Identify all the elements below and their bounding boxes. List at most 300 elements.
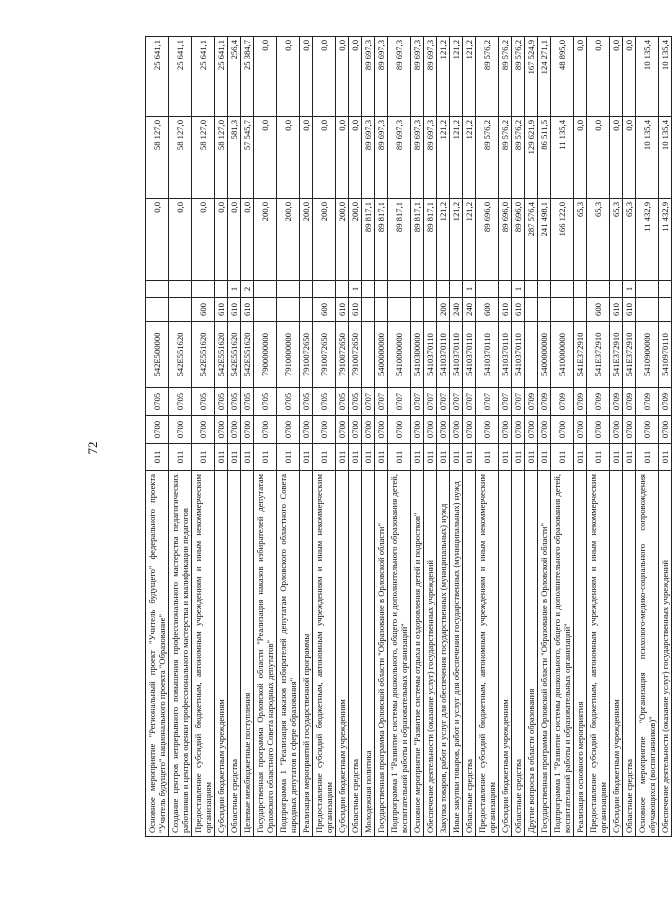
amount-year-3-cell: 48 895,0: [551, 37, 574, 117]
item-name-cell: Государственная программа Орловской области "Реализация наказов избирателей депутатам Орловского областного Совета народных депутатов": [254, 471, 277, 837]
section-code-cell: 0700: [610, 416, 623, 444]
item-name-cell: Предоставление субсидий бюджетным, автономным учреждениям и иным некоммерческим организациям: [313, 471, 336, 837]
amount-year-2-cell: 121,2: [463, 117, 476, 199]
amount-year-2-cell: 0,0: [623, 117, 636, 199]
ministry-code-cell: 011: [300, 444, 313, 471]
table-row: [215, 37, 228, 837]
section-code-cell: 0700: [313, 416, 336, 444]
section-code-cell: 0700: [411, 416, 424, 444]
amount-year-2-cell: 89 576,2: [476, 117, 499, 199]
amount-year-3-cell: 0,0: [610, 37, 623, 117]
section-code-cell: 0700: [551, 416, 574, 444]
ministry-code-cell: 011: [623, 444, 636, 471]
item-name-cell: Молодежная политика: [362, 471, 375, 837]
table-row: [313, 37, 336, 837]
ministry-code-cell: 011: [277, 444, 300, 471]
amount-year-2-cell: 0,0: [254, 117, 277, 199]
subsection-code-cell: 0705: [313, 388, 336, 416]
target-article-code-cell: 5410000000: [551, 322, 574, 388]
ministry-code-cell: 011: [169, 444, 192, 471]
table-row: [551, 37, 574, 837]
amount-year-2-cell: 89 576,2: [499, 117, 512, 199]
amount-year-3-cell: 25 641,1: [146, 37, 169, 117]
expense-type-code-cell: 610: [336, 298, 349, 322]
expense-type-code-cell: [551, 298, 574, 322]
ministry-code-cell: 011: [313, 444, 336, 471]
funding-source-code-cell: 1: [228, 281, 241, 298]
amount-year-3-cell: 121,2: [437, 37, 450, 117]
amount-year-1-cell: 89 817,1: [411, 199, 424, 281]
amount-year-2-cell: 89 697,3: [424, 117, 437, 199]
amount-year-2-cell: 0,0: [277, 117, 300, 199]
amount-year-1-cell: 166 122,0: [551, 199, 574, 281]
table-row: [241, 37, 254, 837]
amount-year-3-cell: 89 576,2: [476, 37, 499, 117]
target-article-code-cell: 7910000000: [277, 322, 300, 388]
expense-type-code-cell: 610: [512, 298, 525, 322]
amount-year-3-cell: 89 576,2: [499, 37, 512, 117]
ministry-code-cell: 011: [362, 444, 375, 471]
subsection-code-cell: 0709: [574, 388, 587, 416]
amount-year-3-cell: 89 697,3: [424, 37, 437, 117]
amount-year-1-cell: 0,0: [169, 199, 192, 281]
funding-source-code-cell: [192, 281, 215, 298]
table-row: [388, 37, 411, 837]
amount-year-2-cell: 121,2: [450, 117, 463, 199]
amount-year-2-cell: 129 621,9: [525, 117, 538, 199]
amount-year-3-cell: 10 135,4: [659, 37, 672, 117]
amount-year-2-cell: 58 127,0: [192, 117, 215, 199]
expense-type-code-cell: [659, 298, 672, 322]
amount-year-1-cell: 200,0: [349, 199, 362, 281]
table-row: [228, 37, 241, 837]
item-name-cell: Субсидии бюджетным учреждениям: [610, 471, 623, 837]
ministry-code-cell: 011: [636, 444, 659, 471]
funding-source-code-cell: 1: [512, 281, 525, 298]
item-name-cell: Предоставление субсидий бюджетным, автономным учреждениям и иным некоммерческим организациям: [192, 471, 215, 837]
section-code-cell: 0700: [476, 416, 499, 444]
funding-source-code-cell: [375, 281, 388, 298]
section-code-cell: 0700: [336, 416, 349, 444]
ministry-code-cell: 011: [610, 444, 623, 471]
section-code-cell: 0700: [192, 416, 215, 444]
funding-source-code-cell: [146, 281, 169, 298]
item-name-cell: Предоставление субсидий бюджетным, автономным учреждениям и иным некоммерческим организациям: [587, 471, 610, 837]
item-name-cell: Областные средства: [623, 471, 636, 837]
amount-year-2-cell: 89 697,3: [388, 117, 411, 199]
amount-year-3-cell: 256,4: [228, 37, 241, 117]
target-article-code-cell: [362, 322, 375, 388]
item-name-cell: Субсидии бюджетным учреждениям: [215, 471, 228, 837]
subsection-code-cell: 0709: [610, 388, 623, 416]
amount-year-1-cell: 200,0: [277, 199, 300, 281]
target-article-code-cell: 542E551620: [241, 322, 254, 388]
funding-source-code-cell: [610, 281, 623, 298]
expense-type-code-cell: 610: [228, 298, 241, 322]
amount-year-2-cell: 10 135,4: [636, 117, 659, 199]
ministry-code-cell: 011: [192, 444, 215, 471]
amount-year-3-cell: 0,0: [574, 37, 587, 117]
amount-year-3-cell: 0,0: [349, 37, 362, 117]
amount-year-3-cell: 167 524,9: [525, 37, 538, 117]
expense-type-code-cell: 600: [192, 298, 215, 322]
target-article-code-cell: 542E551620: [228, 322, 241, 388]
table-row: [375, 37, 388, 837]
table-row: [169, 37, 192, 837]
item-name-cell: Областные средства: [512, 471, 525, 837]
funding-source-code-cell: [388, 281, 411, 298]
subsection-code-cell: 0707: [499, 388, 512, 416]
ministry-code-cell: 011: [587, 444, 610, 471]
funding-source-code-cell: [636, 281, 659, 298]
target-article-code-cell: [525, 322, 538, 388]
expense-type-code-cell: 600: [587, 298, 610, 322]
subsection-code-cell: 0709: [538, 388, 551, 416]
funding-source-code-cell: 2: [241, 281, 254, 298]
funding-source-code-cell: [313, 281, 336, 298]
amount-year-1-cell: 65,3: [587, 199, 610, 281]
ministry-code-cell: 011: [463, 444, 476, 471]
subsection-code-cell: 0707: [388, 388, 411, 416]
amount-year-3-cell: 89 697,3: [375, 37, 388, 117]
amount-year-2-cell: 0,0: [610, 117, 623, 199]
table-row: [512, 37, 525, 837]
amount-year-3-cell: 89 697,3: [388, 37, 411, 117]
ministry-code-cell: 011: [499, 444, 512, 471]
subsection-code-cell: 0705: [300, 388, 313, 416]
ministry-code-cell: 011: [574, 444, 587, 471]
amount-year-2-cell: 89 697,3: [411, 117, 424, 199]
amount-year-2-cell: 58 127,0: [215, 117, 228, 199]
section-code-cell: 0700: [636, 416, 659, 444]
subsection-code-cell: 0705: [215, 388, 228, 416]
subsection-code-cell: 0705: [254, 388, 277, 416]
table-row: [437, 37, 450, 837]
amount-year-1-cell: 0,0: [241, 199, 254, 281]
table-row: [587, 37, 610, 837]
subsection-code-cell: 0707: [424, 388, 437, 416]
target-article-code-cell: 7910072650: [300, 322, 313, 388]
section-code-cell: 0700: [277, 416, 300, 444]
target-article-code-cell: 7910072650: [336, 322, 349, 388]
amount-year-1-cell: 65,3: [623, 199, 636, 281]
expense-type-code-cell: [300, 298, 313, 322]
expense-type-code-cell: [146, 298, 169, 322]
amount-year-2-cell: 57 545,7: [241, 117, 254, 199]
section-code-cell: 0700: [424, 416, 437, 444]
amount-year-3-cell: 121,2: [450, 37, 463, 117]
subsection-code-cell: 0709: [587, 388, 610, 416]
ministry-code-cell: 011: [538, 444, 551, 471]
item-name-cell: Субсидии бюджетным учреждениям: [336, 471, 349, 837]
target-article-code-cell: 542E551620: [192, 322, 215, 388]
subsection-code-cell: 0705: [228, 388, 241, 416]
funding-source-code-cell: [300, 281, 313, 298]
target-article-code-cell: 5410970110: [659, 322, 672, 388]
amount-year-1-cell: 11 432,9: [659, 199, 672, 281]
ministry-code-cell: 011: [424, 444, 437, 471]
section-code-cell: 0700: [659, 416, 672, 444]
section-code-cell: 0700: [349, 416, 362, 444]
amount-year-3-cell: 0,0: [587, 37, 610, 117]
ministry-code-cell: 011: [450, 444, 463, 471]
table-row: [362, 37, 375, 837]
item-name-cell: Подпрограмма 1 "Развитие системы дошкольного, общего и дополнительного образования детей, воспитательной работы и образовательных организаций": [388, 471, 411, 837]
table-row: [610, 37, 623, 837]
subsection-code-cell: 0707: [437, 388, 450, 416]
amount-year-3-cell: 121,2: [463, 37, 476, 117]
table-row: [450, 37, 463, 837]
table-row: [146, 37, 169, 837]
target-article-code-cell: 541E372910: [610, 322, 623, 388]
target-article-code-cell: 5410900000: [636, 322, 659, 388]
amount-year-2-cell: 89 697,3: [362, 117, 375, 199]
section-code-cell: 0700: [300, 416, 313, 444]
section-code-cell: 0700: [587, 416, 610, 444]
item-name-cell: Основное мероприятие "Развитие системы отдыха и оздоровления детей и подростков": [411, 471, 424, 837]
target-article-code-cell: 541E372910: [574, 322, 587, 388]
page-number: 72: [85, 441, 100, 455]
table-row: [463, 37, 476, 837]
item-name-cell: Создание центров непрерывного повышения профессионального мастерства педагогических работников и центров оценки профессионального мастерства и квалификации педагогов: [169, 471, 192, 837]
amount-year-3-cell: 124 271,1: [538, 37, 551, 117]
target-article-code-cell: 5410300000: [411, 322, 424, 388]
expense-type-code-cell: [411, 298, 424, 322]
amount-year-3-cell: 25 641,1: [215, 37, 228, 117]
table-row: [476, 37, 499, 837]
subsection-code-cell: 0707: [476, 388, 499, 416]
table-row: [300, 37, 313, 837]
expense-type-code-cell: [362, 298, 375, 322]
section-code-cell: 0700: [241, 416, 254, 444]
table-row: [411, 37, 424, 837]
amount-year-3-cell: 89 697,3: [411, 37, 424, 117]
section-code-cell: 0700: [437, 416, 450, 444]
amount-year-2-cell: 0,0: [574, 117, 587, 199]
item-name-cell: Иные закупки товаров, работ и услуг для обеспечения государственных (муниципальных) нужд: [450, 471, 463, 837]
expense-type-code-cell: 610: [623, 298, 636, 322]
amount-year-1-cell: 200,0: [336, 199, 349, 281]
expense-type-code-cell: 240: [463, 298, 476, 322]
funding-source-code-cell: [551, 281, 574, 298]
subsection-code-cell: 0705: [349, 388, 362, 416]
ministry-code-cell: 011: [411, 444, 424, 471]
ministry-code-cell: 011: [659, 444, 672, 471]
expense-type-code-cell: 600: [476, 298, 499, 322]
amount-year-1-cell: 89 817,1: [375, 199, 388, 281]
subsection-code-cell: 0707: [362, 388, 375, 416]
target-article-code-cell: 542E551620: [215, 322, 228, 388]
ministry-code-cell: 011: [437, 444, 450, 471]
funding-source-code-cell: [538, 281, 551, 298]
item-name-cell: Обеспечение деятельности (оказание услуг) государственных учреждений: [659, 471, 672, 837]
ministry-code-cell: 011: [146, 444, 169, 471]
expense-type-code-cell: [254, 298, 277, 322]
section-code-cell: 0700: [574, 416, 587, 444]
section-code-cell: 0700: [499, 416, 512, 444]
expense-type-code-cell: 600: [313, 298, 336, 322]
expense-type-code-cell: [375, 298, 388, 322]
section-code-cell: 0700: [450, 416, 463, 444]
amount-year-3-cell: 10 135,4: [636, 37, 659, 117]
table-row: [336, 37, 349, 837]
funding-source-code-cell: [424, 281, 437, 298]
ministry-code-cell: 011: [375, 444, 388, 471]
ministry-code-cell: 011: [254, 444, 277, 471]
amount-year-2-cell: 0,0: [336, 117, 349, 199]
amount-year-2-cell: 89 697,3: [375, 117, 388, 199]
table-row: [192, 37, 215, 837]
amount-year-1-cell: 65,3: [610, 199, 623, 281]
funding-source-code-cell: 1: [349, 281, 362, 298]
item-name-cell: Реализация основного мероприятия: [574, 471, 587, 837]
section-code-cell: 0700: [463, 416, 476, 444]
expense-type-code-cell: [525, 298, 538, 322]
amount-year-2-cell: 10 135,4: [659, 117, 672, 199]
funding-source-code-cell: [277, 281, 300, 298]
amount-year-1-cell: 0,0: [146, 199, 169, 281]
expense-type-code-cell: [636, 298, 659, 322]
item-name-cell: Подпрограмма 1 "Развитие системы дошкольного, общего и дополнительного образования детей, воспитательной работы и образовательных организаций": [551, 471, 574, 837]
funding-source-code-cell: [437, 281, 450, 298]
table-row: [623, 37, 636, 837]
amount-year-3-cell: 25 641,1: [169, 37, 192, 117]
section-code-cell: 0700: [146, 416, 169, 444]
ministry-code-cell: 011: [525, 444, 538, 471]
funding-source-code-cell: [659, 281, 672, 298]
ministry-code-cell: 011: [215, 444, 228, 471]
subsection-code-cell: 0709: [551, 388, 574, 416]
amount-year-1-cell: 241 498,1: [538, 199, 551, 281]
target-article-code-cell: 541E372910: [587, 322, 610, 388]
item-name-cell: Субсидии бюджетным учреждениям: [499, 471, 512, 837]
amount-year-1-cell: 89 696,0: [476, 199, 499, 281]
target-article-code-cell: 5410370110: [499, 322, 512, 388]
budget-table: [145, 36, 672, 837]
expense-type-code-cell: 610: [215, 298, 228, 322]
ministry-code-cell: 011: [476, 444, 499, 471]
amount-year-1-cell: 200,0: [313, 199, 336, 281]
subsection-code-cell: 0705: [192, 388, 215, 416]
amount-year-3-cell: 0,0: [277, 37, 300, 117]
target-article-code-cell: 542E500000: [146, 322, 169, 388]
subsection-code-cell: 0709: [659, 388, 672, 416]
amount-year-2-cell: 0,0: [300, 117, 313, 199]
amount-year-2-cell: 0,0: [313, 117, 336, 199]
amount-year-1-cell: 200,0: [254, 199, 277, 281]
ministry-code-cell: 011: [512, 444, 525, 471]
subsection-code-cell: 0709: [623, 388, 636, 416]
funding-source-code-cell: [336, 281, 349, 298]
amount-year-3-cell: 0,0: [336, 37, 349, 117]
funding-source-code-cell: [587, 281, 610, 298]
subsection-code-cell: 0707: [450, 388, 463, 416]
ministry-code-cell: 011: [551, 444, 574, 471]
amount-year-3-cell: 0,0: [300, 37, 313, 117]
table-row: [254, 37, 277, 837]
amount-year-2-cell: 58 127,0: [146, 117, 169, 199]
item-name-cell: Подпрограмма 1 "Реализация наказов избирателей депутатам Орловского областного Совета народных депутатов в сфере образования": [277, 471, 300, 837]
funding-source-code-cell: [476, 281, 499, 298]
amount-year-2-cell: 0,0: [587, 117, 610, 199]
section-code-cell: 0700: [623, 416, 636, 444]
expense-type-code-cell: 610: [241, 298, 254, 322]
funding-source-code-cell: [215, 281, 228, 298]
item-name-cell: Основное мероприятие "Организация психолого-медико-социального сопровождения обучающихся (воспитанников)": [636, 471, 659, 837]
amount-year-3-cell: 25 384,7: [241, 37, 254, 117]
funding-source-code-cell: [362, 281, 375, 298]
section-code-cell: 0700: [362, 416, 375, 444]
target-article-code-cell: 5410370110: [476, 322, 499, 388]
expense-type-code-cell: [388, 298, 411, 322]
amount-year-2-cell: 58 127,0: [169, 117, 192, 199]
table-row: [659, 37, 672, 837]
subsection-code-cell: 0707: [512, 388, 525, 416]
expense-type-code-cell: 240: [450, 298, 463, 322]
amount-year-1-cell: 0,0: [215, 199, 228, 281]
item-name-cell: Предоставление субсидий бюджетным, автономным учреждениям и иным некоммерческим организациям: [476, 471, 499, 837]
amount-year-1-cell: 121,2: [450, 199, 463, 281]
item-name-cell: Областные средства: [463, 471, 476, 837]
ministry-code-cell: 011: [241, 444, 254, 471]
amount-year-3-cell: 0,0: [313, 37, 336, 117]
target-article-code-cell: 542E551620: [169, 322, 192, 388]
subsection-code-cell: 0707: [463, 388, 476, 416]
amount-year-1-cell: 89 696,0: [499, 199, 512, 281]
target-article-code-cell: 5410370110: [437, 322, 450, 388]
section-code-cell: 0700: [169, 416, 192, 444]
amount-year-2-cell: 121,2: [437, 117, 450, 199]
section-code-cell: 0700: [525, 416, 538, 444]
item-name-cell: Реализация мероприятий государственной программы: [300, 471, 313, 837]
amount-year-3-cell: 0,0: [623, 37, 636, 117]
amount-year-1-cell: 89 817,1: [388, 199, 411, 281]
ministry-code-cell: 011: [349, 444, 362, 471]
amount-year-1-cell: 287 576,4: [525, 199, 538, 281]
target-article-code-cell: 7910072650: [313, 322, 336, 388]
table-row: [424, 37, 437, 837]
item-name-cell: Областные средства: [228, 471, 241, 837]
amount-year-1-cell: 11 432,9: [636, 199, 659, 281]
section-code-cell: 0700: [254, 416, 277, 444]
funding-source-code-cell: [499, 281, 512, 298]
target-article-code-cell: 5410370110: [450, 322, 463, 388]
subsection-code-cell: 0707: [411, 388, 424, 416]
section-code-cell: 0700: [228, 416, 241, 444]
expense-type-code-cell: [169, 298, 192, 322]
section-code-cell: 0700: [375, 416, 388, 444]
expense-type-code-cell: [574, 298, 587, 322]
amount-year-1-cell: 65,3: [574, 199, 587, 281]
amount-year-2-cell: 581,3: [228, 117, 241, 199]
subsection-code-cell: 0705: [146, 388, 169, 416]
table-row: [499, 37, 512, 837]
expense-type-code-cell: 610: [610, 298, 623, 322]
funding-source-code-cell: 1: [463, 281, 476, 298]
amount-year-1-cell: 0,0: [192, 199, 215, 281]
subsection-code-cell: 0705: [336, 388, 349, 416]
funding-source-code-cell: [574, 281, 587, 298]
amount-year-2-cell: 86 511,5: [538, 117, 551, 199]
funding-source-code-cell: [525, 281, 538, 298]
item-name-cell: Областные средства: [349, 471, 362, 837]
amount-year-1-cell: 121,2: [463, 199, 476, 281]
expense-type-code-cell: 610: [349, 298, 362, 322]
expense-type-code-cell: [277, 298, 300, 322]
amount-year-3-cell: 25 641,1: [192, 37, 215, 117]
amount-year-1-cell: 200,0: [300, 199, 313, 281]
funding-source-code-cell: [450, 281, 463, 298]
